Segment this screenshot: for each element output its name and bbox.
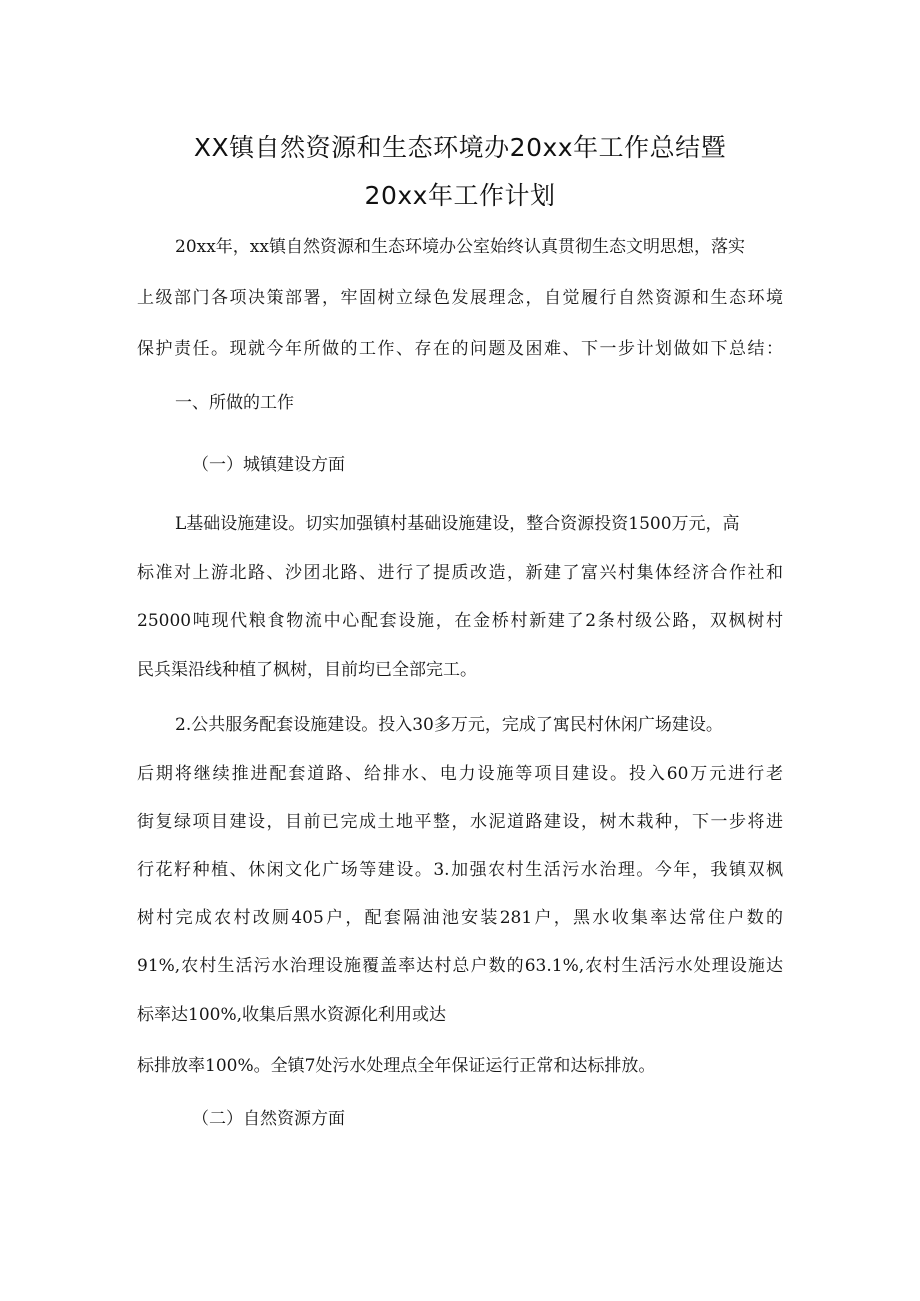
subsection-heading-natural-resources: （二）自然资源方面	[192, 1109, 345, 1129]
subsection-heading-urban-construction: （一）城镇建设方面	[192, 455, 345, 475]
para2-line-7: 标率达100%,收集后黑水资源化利用或达	[137, 1005, 447, 1025]
intro-line-2: 上级部门各项决策部署，牢固树立绿色发展理念，自觉履行自然资源和生态环境	[137, 288, 783, 308]
section-heading-work-done: 一、所做的工作	[175, 393, 294, 413]
para2-line-8: 标排放率100%。全镇7处污水处理点全年保证运行正常和达标排放。	[137, 1056, 656, 1076]
para2-line-5: 树村完成农村改厕405户，配套隔油池安装281户，黑水收集率达常住户数的	[137, 908, 783, 928]
para2-line-2: 后期将继续推进配套道路、给排水、电力设施等项目建设。投入60万元进行老	[137, 764, 783, 784]
para2-line-4: 行花籽种植、休闲文化广场等建设。3.加强农村生活污水治理。今年，我镇双枫	[137, 860, 783, 880]
para1-line-4: 民兵渠沿线种植了枫树，目前均已全部完工。	[137, 660, 477, 680]
para2-line-6: 91%,农村生活污水治理设施覆盖率达村总户数的63.1%,农村生活污水处理设施达	[137, 956, 783, 976]
document-title-line-2: 20xx年工作计划	[364, 181, 556, 210]
para1-line-2: 标准对上游北路、沙团北路、进行了提质改造，新建了富兴村集体经济合作社和	[137, 563, 783, 583]
para1-line-3: 25000吨现代粮食物流中心配套设施，在金桥村新建了2条村级公路，双枫树村	[137, 611, 783, 631]
intro-line-3: 保护责任。现就今年所做的工作、存在的问题及困难、下一步计划做如下总结：	[137, 339, 783, 359]
para2-line-3: 街复绿项目建设，目前已完成土地平整，水泥道路建设，树木栽种，下一步将进	[137, 812, 783, 832]
para1-line-1: L基础设施建设。切实加强镇村基础设施建设，整合资源投资1500万元，高	[175, 514, 740, 534]
para2-line-1: 2.公共服务配套设施建设。投入30多万元，完成了寓民村休闲广场建设。	[175, 715, 723, 735]
document-title-line-1: XX镇自然资源和生态环境办20xx年工作总结暨	[193, 133, 727, 162]
intro-line-1: 20xx年，xx镇自然资源和生态环境办公室始终认真贯彻生态文明思想，落实	[175, 237, 745, 257]
